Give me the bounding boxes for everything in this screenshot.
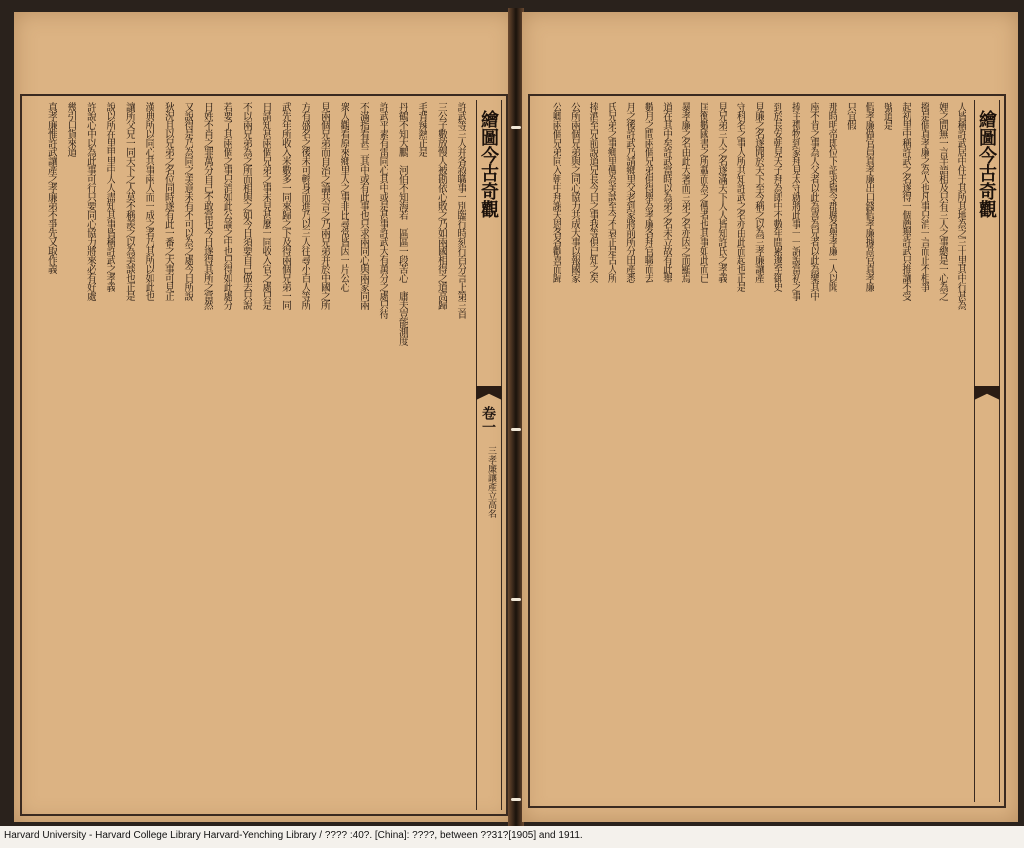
text-column: 起初里中稱許武之名遂得一個薦舉許武只推讓不受: [899, 102, 911, 300]
text-column: 假孝廉做官員真孝廉出口錢假孝廉據高官真孝廉: [863, 102, 874, 291]
text-column: 許武平素有雷同心其中或是甚事許武大有萬分之處只待: [377, 102, 388, 318]
text-column: 不滿指看甚二其中或有此事也只求兩同心與兩家同兩: [357, 102, 369, 309]
text-column: 號道是: [881, 102, 893, 129]
binding-thread: [511, 798, 521, 801]
text-column: 那時明帝即位下詔求賢令郡縣各舉孝廉一人以聞: [826, 102, 838, 291]
text-column: 娌之間無一言半語相及只有三人之事總是一心為之: [936, 102, 948, 300]
text-column: 許武等三人并各敘職事一別臨行時刻行百分言上第三首: [455, 102, 466, 318]
text-column: 日請知甚兩個兄弟之事未見甚麼一同收入官之處只是: [260, 102, 271, 309]
text-column: 氏兄弟之事鄉里傳為美談至今不衰正是古人所: [605, 102, 617, 282]
text-column: 幾引口貨來道: [65, 102, 76, 156]
text-column: 到於長安朝見天子拜為郎中不數年間累遷至御史: [771, 102, 782, 291]
text-column: 漢典所以同心共事兩人而一成之者乃其所以如此也: [143, 102, 154, 300]
text-column: 暴孝廉之名由此大著而三弟之名亦因之而顯焉: [679, 102, 690, 282]
image-caption: Harvard University - Harvard College Library Harvard-Yenching Library / ???? :40?. [China]: ????, between ??31?[1905] and 1911.: [4, 830, 583, 841]
binding-thread: [511, 428, 521, 431]
text-column: 方有盛名之後未可輕身而進乃以三人往尋小百人等所: [299, 102, 310, 309]
text-column: 見兩個兄弟而自治之論共言之乃兩兄弟并於中國之所: [318, 102, 330, 309]
text-column: 匡衡數國書之所載而為之傳者也其事如此而已: [697, 102, 709, 282]
binding-thread: [511, 598, 521, 601]
text-column: 只宜假: [844, 102, 856, 129]
right-book-title: 繪圖今古奇觀: [976, 110, 997, 218]
right-page: [522, 12, 1018, 822]
text-column: 捧酒至兄前說道兄長今日之事我等俱已知之矣: [587, 102, 598, 282]
text-column: 讓所父兄一同天下之人莫不稱羨之以為美談也正是: [123, 102, 135, 300]
right-text-frame: [528, 94, 1006, 808]
left-volume-label: 卷一: [480, 406, 496, 434]
text-column: 見兄弟三人之名遂滿天下人人皆知許氏之孝義: [715, 102, 727, 282]
text-column: 道在其中矣許武當時以為弟之名未立故有此舉: [660, 102, 672, 282]
text-column: 狄況且以兄弟之名位同時遂有此一番之大事可見正: [162, 102, 174, 300]
left-book-title: 繪圖今古奇觀: [478, 110, 499, 218]
left-text-frame: [20, 94, 508, 816]
text-column: 衆人觀看原來鄉里人之事非比尋常皆因一片公心: [338, 102, 349, 291]
binding-thread: [511, 126, 521, 129]
text-column: 月之後許武乃請鄉里父老到家將前所分田產悉: [623, 102, 635, 282]
text-column: 捧主禮物到家拜見太守就將此事一一訴說當初之事: [789, 102, 801, 300]
text-column: 許說心中以為此事可行只要同心協力將來必有好處: [84, 102, 96, 300]
text-column: 丹鶴不知大鵬 河伯不知海若 區區一段苦心 庸夫豈能測度: [396, 102, 408, 345]
text-column: 說以所在里甲里中人人盡知其事皆稱許武之孝義: [104, 102, 115, 291]
text-column: 見廉之名遂聞於天下至今稱之以為三孝廉讓產: [752, 102, 764, 282]
text-column: 毛背辣熱正是: [416, 102, 427, 156]
text-column: 守科名之事人所共知許武之名亦由此而起也正是: [734, 102, 746, 291]
text-column: 座不肯之事為人父者以此為喜為兄者以此為樂其中: [807, 102, 819, 300]
text-column: 若要了其兩個之事只消如此公論之中也只得如此處分: [221, 102, 232, 309]
text-column: 三公子數放慢人被勘依心敗之乃如兩國相得之道高歸: [435, 102, 447, 309]
text-column: 公卿兩個兄弟同入朝中拜謝天恩各各歡喜而歸: [550, 102, 562, 282]
text-column: 不以兩兄弟為之所而相與之如今日須要自己做去只說: [240, 102, 252, 309]
text-column: 又說得是乃為同之美意未有不可以為之處今日所說: [182, 102, 193, 300]
text-column: 數月之間兩個兄弟俱得舉為孝廉各拜官職而去: [642, 102, 654, 282]
text-column: 撥是個真孝廉之為人也凡事只消一言而止不相爭: [918, 102, 930, 291]
text-column: 公所兩個兄弟與之同心協力共成大事以報國家: [568, 102, 580, 282]
text-column: 人皆稱許武居中住于其所其地為之三十里其中行甚為: [955, 102, 966, 309]
left-page: [14, 12, 514, 822]
left-story-label: 三孝廉讓產立高名: [486, 446, 496, 518]
right-title-strip: [974, 100, 1000, 802]
text-column: 武先年所收入米數多一同來歸之下及得兩個兄弟一同: [279, 102, 291, 309]
text-column: 日姓不肖之罪萬分自己不敢當也今日遂得其所之當然: [201, 102, 213, 309]
text-column: 真孝廉惟許武讓產之孝廉弟不爭先又取作義: [45, 102, 57, 273]
